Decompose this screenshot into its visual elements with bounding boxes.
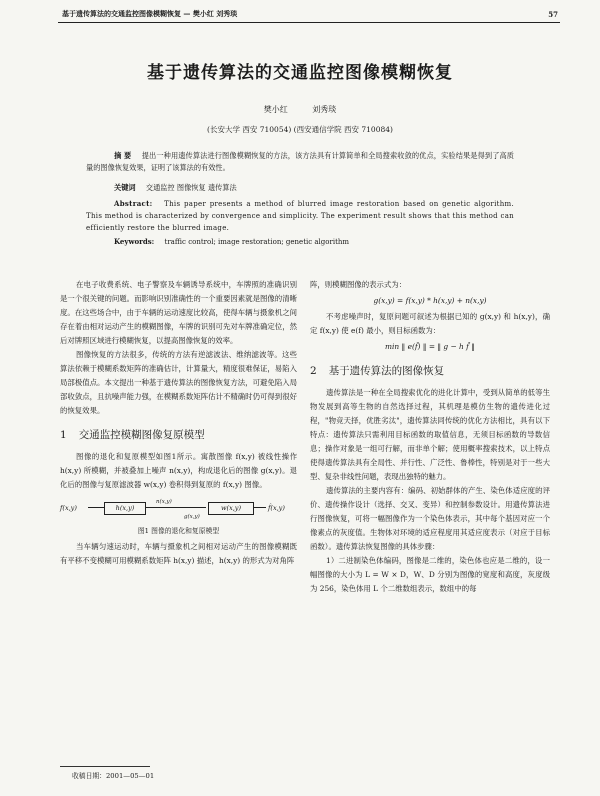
degradation-diagram bbox=[60, 496, 297, 522]
section-number: 2 bbox=[310, 365, 317, 377]
running-header bbox=[62, 6, 558, 22]
body-paragraph: 遗传算法是一种在全局搜索优化的进化计算中，受到从简单的低等生物发展到高等生物的自然选择过程，其机理是模仿生物的遗传进化过程，"物竞天择，优胜劣汰"，遗传算法同传统的优化方法相比，具有以下特点：遗传算法只需利用目标函数的取值信息，无须目标函数的导数信息；操作对象是一组可行解，而非单个解；使用概率搜索技术，以上特点使得遗传算法具有全局性、并行性、广泛性、鲁棒性，特别是对于一些大型、复杂非线性问题，表现出独特的魅力。 bbox=[310, 388, 550, 481]
author-name: 樊小红 bbox=[263, 105, 288, 114]
section-heading-1 bbox=[60, 428, 297, 442]
figure-caption: 图1 图像的退化和复原模型 bbox=[137, 527, 220, 535]
body-paragraph: 图像的退化和复原模型如图1所示。寓散图像 f(x,y) 被线性操作 h(x,y) 所模糊，并被叠加上噪声 n(x,y)，构成退化后的图像 g(x,y)。退化后的图像与复原滤波器 w(x,y) 卷积得到复原的 f(x,y) 图像。 bbox=[60, 452, 297, 489]
abstract-cn bbox=[86, 150, 514, 174]
diagram-input-label: f(x,y) bbox=[60, 504, 77, 512]
keywords-cn bbox=[86, 182, 514, 194]
abstract-en-text: This paper presents a method of blurred image restoration based on genetic algorithm. This method is characterized by convergence and simplicity. The experiment result shows that this method can efficiently restore the blurred image. bbox=[86, 200, 515, 232]
right-column bbox=[310, 278, 550, 596]
keywords-cn-text: 交通监控 图像恢复 遗传算法 bbox=[145, 183, 237, 192]
footnote: 收稿日期：2001—05—01 bbox=[72, 772, 155, 780]
left-column bbox=[60, 278, 297, 568]
arrow bbox=[254, 507, 266, 508]
body-paragraph: 不考虑噪声时，复原问题可叙述为根据已知的 g(x,y) 和 h(x,y)，确定 f(x,y) 使 e(f) 最小，则目标函数为： bbox=[310, 312, 550, 335]
abstract-cn-label: 摘 要 bbox=[114, 151, 132, 160]
keywords-cn-label: 关键词 bbox=[114, 183, 136, 192]
keywords-en-label: Keywords: bbox=[114, 237, 155, 246]
body-paragraph: 当车辆匀速运动时，车辆与摄象机之间相对运动产生的图像模糊既有平移不变模糊可用模糊系数矩阵 h(x,y) 描述，h(x,y) 的形式为对角阵 bbox=[60, 542, 297, 565]
arrow bbox=[88, 507, 104, 508]
section-heading-2 bbox=[310, 364, 550, 378]
keywords-en bbox=[86, 236, 514, 248]
author-name: 刘秀琰 bbox=[312, 105, 337, 114]
section-title: 基于遗传算法的图像恢复 bbox=[328, 365, 445, 377]
formula-2: min ‖ e(f̂) ‖ = ‖ g − h f̂ ‖ bbox=[385, 342, 475, 351]
abstract-cn-text: 提出一种用遗传算法进行图像模糊恢复的方法，该方法具有计算简单和全局搜索收敛的优点，实验结果是得到了高质量的图像恢复效果，证明了该算法的有效性。 bbox=[86, 151, 514, 172]
abstract-en bbox=[86, 198, 514, 234]
arrow bbox=[146, 507, 206, 508]
diagram-output-label: f̂(x,y) bbox=[268, 504, 285, 512]
running-title: 基于遗传算法的交通监控图像模糊恢复 — 樊小红 刘秀琰 bbox=[62, 9, 238, 18]
body-paragraph: 阵，则模糊图像的表示式为： bbox=[310, 280, 407, 289]
footnote-rule bbox=[60, 766, 150, 767]
affiliations: (长安大学 西安 710054) (西安通信学院 西安 710084) bbox=[207, 125, 393, 134]
body-paragraph: 遗传算法的主要内容有：编码、初始群体的产生、染色体适应度的评价、遗传操作设计（选择、交叉、变异）和控制参数设计。用遗传算法进行图像恢复，可将一幅图像作为一个染色体表示，其中每个基因对应一个像素点的灰度值。生物体对环境的适应程度用其适应度表示（对应于目标函数）。遗传算法恢复图像的具体步骤： bbox=[310, 486, 550, 551]
abstract-en-label: Abstract: bbox=[114, 199, 153, 208]
body-paragraph: 1）二进制染色体编码，图像是二维的，染色体也应是二维的，设一幅图像的大小为 L = W × D，W、D 分别为图像的宽度和高度，灰度级为 256，染色体用 L 个二维数组表示，数组中的每 bbox=[310, 556, 550, 593]
restore-box: w(x,y) bbox=[208, 502, 254, 515]
header-rule bbox=[58, 22, 560, 23]
diagram-noise-label: n(x,y) bbox=[156, 499, 172, 505]
keywords-en-text: traffic control; image restoration; genetic algorithm bbox=[164, 238, 350, 246]
section-title: 交通监控模糊图像复原模型 bbox=[78, 429, 205, 441]
paper-title: 基于遗传算法的交通监控图像模糊恢复 bbox=[147, 63, 453, 83]
formula-1: g(x,y) = f(x,y) * h(x,y) + n(x,y) bbox=[373, 296, 487, 305]
blur-box: h(x,y) bbox=[104, 502, 146, 515]
section-number: 1 bbox=[60, 429, 67, 441]
intro-paragraph: 在电子收费系统、电子警察及车辆诱导系统中，车牌照的准确识别是一个很关键的问题。而影响识别准确性的一个重要因素就是图像的清晰度。在这些场合中，由于车辆的运动速度比较高，使得车辆与摄象机之间存在着由相对运动产生的模糊图像，车牌的识别可先对车牌准确定位，然后对牌照区域进行模糊恢复，以提高图像恢复的效率。 bbox=[60, 280, 297, 345]
page-number: 57 bbox=[548, 9, 558, 19]
intro-paragraph: 图像恢复的方法很多，传统的方法有逆滤波法、维纳滤波等。这些算法依赖于模糊系数矩阵的准确估计，计算量大，精度很难保证，易陷入局部极值点。本文提出一种基于遗传算法的图像恢复方法，可避免陷入局部收敛点，且抗噪声能力强，在模糊系数矩阵估计不精确时仍可得到很好的恢复效果。 bbox=[60, 350, 297, 415]
diagram-mid-label: g(x,y) bbox=[184, 514, 200, 520]
author-list bbox=[0, 104, 600, 115]
